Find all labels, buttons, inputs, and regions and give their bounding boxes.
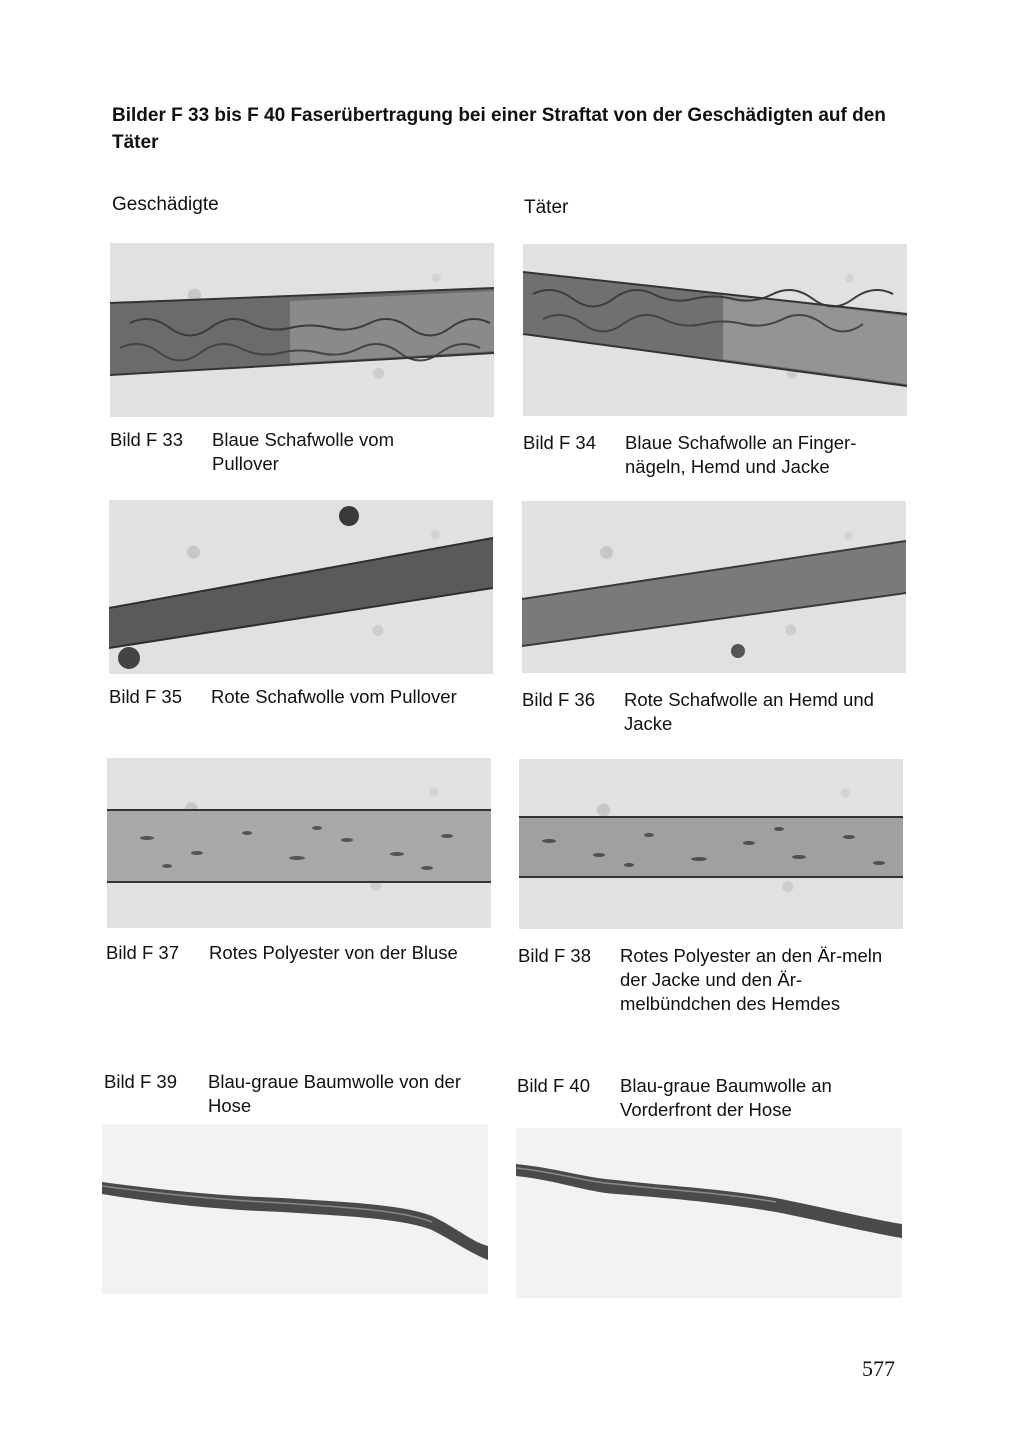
figure-label: Bild F 38 — [518, 945, 592, 966]
micrograph-f38 — [519, 759, 903, 929]
figure-caption-text: Rotes Polyester an den Är-meln der Jacke und den Är-melbündchen des Hemdes — [620, 945, 883, 1014]
figure-label: Bild F 33 — [110, 429, 184, 450]
micrograph-f33 — [110, 243, 494, 417]
figure-caption-text: Blau-graue Baumwolle von der Hose — [208, 1071, 461, 1116]
figure-caption-text: Rote Schafwolle an Hemd und Jacke — [624, 689, 874, 734]
figure-label: Bild F 35 — [109, 686, 183, 707]
figure-caption-text: Blaue Schafwolle vom Pullover — [212, 429, 395, 474]
micrograph-f39 — [102, 1124, 488, 1294]
micrograph-f36 — [522, 501, 906, 673]
figure-label: Bild F 37 — [106, 942, 180, 963]
figure-label: Bild F 36 — [522, 689, 596, 710]
figure-caption-text: Rotes Polyester von der Bluse — [209, 942, 458, 963]
figure-label: Bild F 40 — [517, 1075, 591, 1096]
figure-caption-text: Blau-graue Baumwolle an Vorderfront der Hose — [620, 1075, 832, 1120]
figure-caption-text: Rote Schafwolle vom Pullover — [211, 686, 457, 707]
figure-caption-text: Blaue Schafwolle an Finger-nägeln, Hemd und Jacke — [625, 432, 857, 477]
figure-label: Bild F 34 — [523, 432, 597, 453]
column-heading-victim: Geschädigte — [112, 194, 219, 215]
column-heading-offender: Täter — [524, 197, 569, 218]
page-number: 577 — [862, 1356, 895, 1381]
figure-label: Bild F 39 — [104, 1071, 178, 1092]
micrograph-f40 — [516, 1128, 902, 1298]
micrograph-f34 — [523, 244, 907, 416]
page-title: Bilder F 33 bis F 40 Faserübertragung bei einer Straftat von der Geschädigten auf den Täter — [112, 105, 886, 153]
micrograph-f37 — [107, 758, 491, 928]
micrograph-f35 — [109, 500, 493, 674]
